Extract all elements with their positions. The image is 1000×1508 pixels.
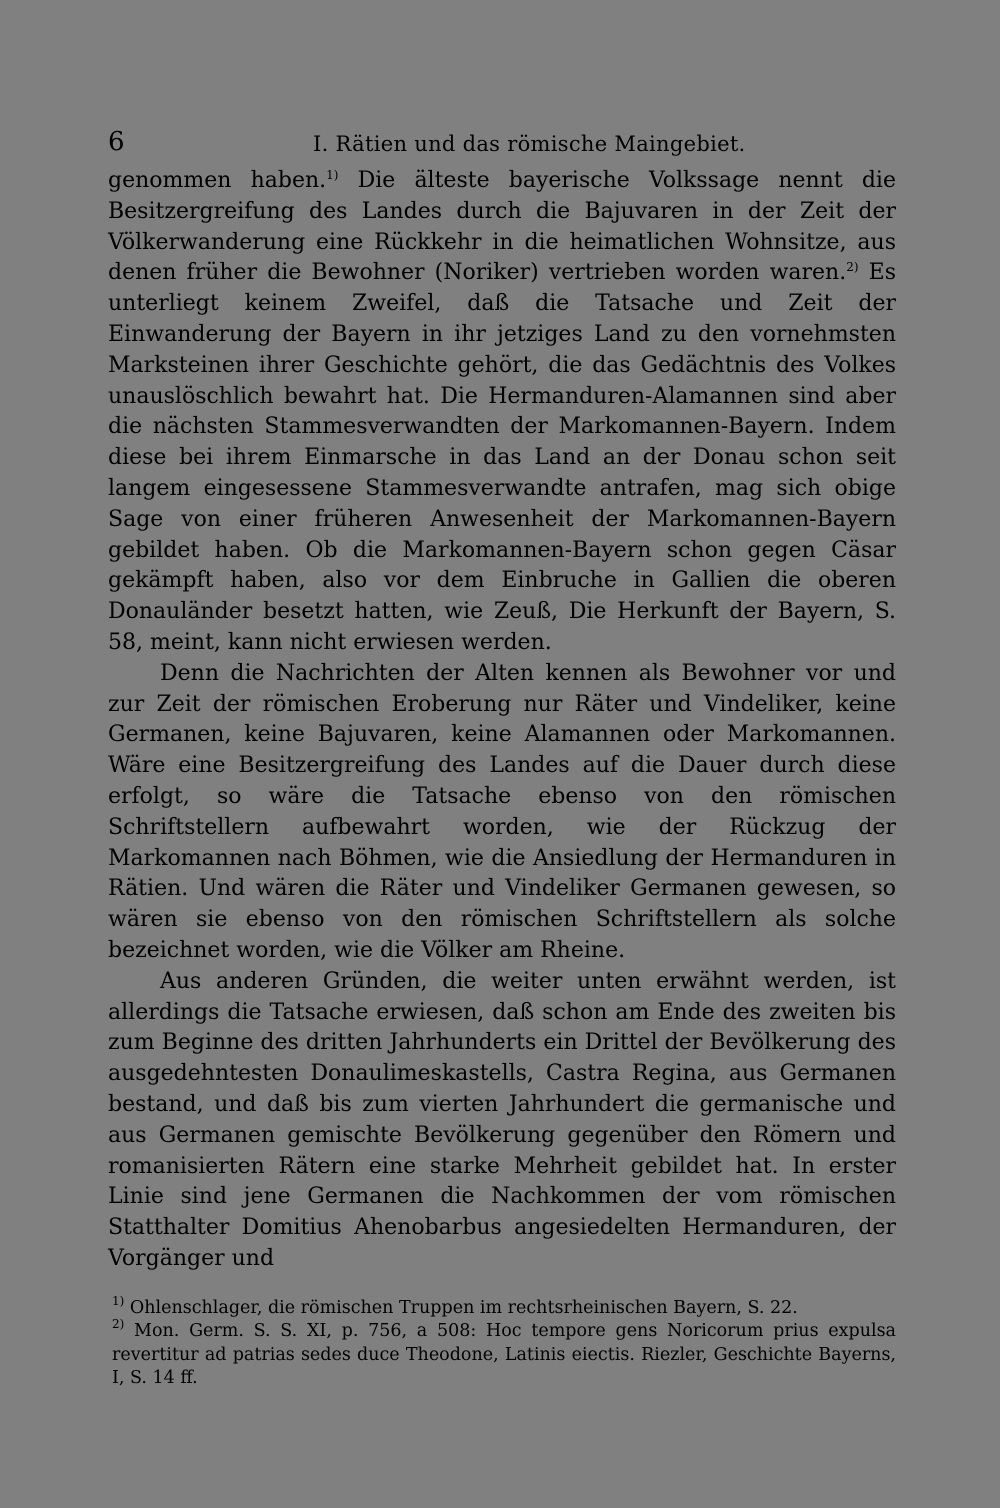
paragraph-3: Aus anderen Gründen, die weiter unten erwähnt werden, ist allerdings die Tatsache erwiesen, daß schon am Ende des zweiten bis zum Beginne des dritten Jahrhunderts ein Drittel der Bevölkerung des ausgedehntesten Donaulimeskastells, Castra Regina, aus Germanen bestand, und daß bis zum vierten Jahrhundert die germanische und aus Germanen gemischte Bevölkerung gegenüber den Römern und romanisierten Rätern eine starke Mehrheit gebildet hat. In erster Linie sind jene Germanen die Nachkommen der vom römischen Statthalter Domitius Ahenobarbus angesiedelten Hermanduren, der Vorgänger und [108, 968, 896, 1271]
paragraph-1-text-a: genommen haben. [108, 168, 327, 193]
page-number: 6 [108, 127, 125, 157]
footnotes [108, 1293, 896, 1391]
footnote-2-marker: 2) [112, 1317, 125, 1332]
footnote-1-text: Ohlenschlager, die römischen Truppen im rechtsrheinischen Bayern, S. 22. [124, 1297, 798, 1318]
footnote-ref-1: 1) [326, 168, 339, 182]
footnote-2-text: Mon. Germ. S. S. XI, p. 756, a 508: Hoc tempore gens Noricorum prius expulsa revertitur ad patrias sedes duce Theodone, Latinis eiectis. Riezler, Geschichte Bayerns, I, S. 14 ff. [112, 1321, 896, 1389]
page-header [108, 122, 896, 166]
footnote-ref-2: 2) [846, 260, 859, 275]
book-page [108, 122, 896, 1391]
paragraph-1-text-b: Die älteste bayerische Volkssage nennt die Besitzergreifung des Landes durch die Bajuvaren in der Zeit der Völkerwanderung eine Rückkehr in die heimatlichen Wohnsitze, aus denen früher die Bewohner (Noriker) vertrieben worden waren. [108, 168, 896, 286]
paragraph-2: Denn die Nachrichten der Alten kennen als Bewohner vor und zur Zeit der römischen Eroberung nur Räter und Vindeliker, keine Germanen, keine Bajuvaren, keine Alamannen oder Markomannen. Wäre eine Besitzergreifung des Landes auf die Dauer durch diese erfolgt, so wäre die Tatsache ebenso von den römischen Schriftstellern aufbewahrt worden, wie der Rückzug der Markomannen nach Böhmen, wie die Ansiedlung der Hermanduren in Rätien. Und wären die Räter und Vindeliker Germanen gewesen, so wären sie ebenso von den römischen Schriftstellern als solche bezeichnet worden, wie die Völker am Rheine. [108, 660, 896, 963]
footnote-1 [108, 1293, 896, 1321]
paragraph-1 [108, 166, 896, 659]
footnote-1-marker: 1) [112, 1293, 125, 1308]
body-text [108, 166, 896, 1275]
paragraph-1-text-c: Es unterliegt keinem Zweifel, daß die Tatsache und Zeit der Einwanderung der Bayern in ihr jetziges Land zu den vornehmsten Marksteinen ihrer Geschichte gehört, die das Gedächtnis des Volkes unauslöschlich bewahrt hat. Die Hermanduren-Alamannen sind aber die nächsten Stammesverwandten der Markomannen-Bayern. Indem diese bei ihrem Einmarsche in das Land an der Donau schon seit langem eingesessene Stammesverwandte antrafen, mag sich obige Sage von einer früheren Anwesenheit der Markomannen-Bayern gebildet haben. Ob die Markomannen-Bayern schon gegen Cäsar gekämpft haben, also vor dem Einbruche in Gallien die oberen Donauländer besetzt hatten, wie Zeuß, Die Herkunft der Bayern, S. 58, meint, kann nicht erwiesen werden. [108, 260, 896, 655]
running-head: I. Rätien und das römische Maingebiet. [313, 132, 746, 156]
footnote-2 [108, 1317, 896, 1391]
